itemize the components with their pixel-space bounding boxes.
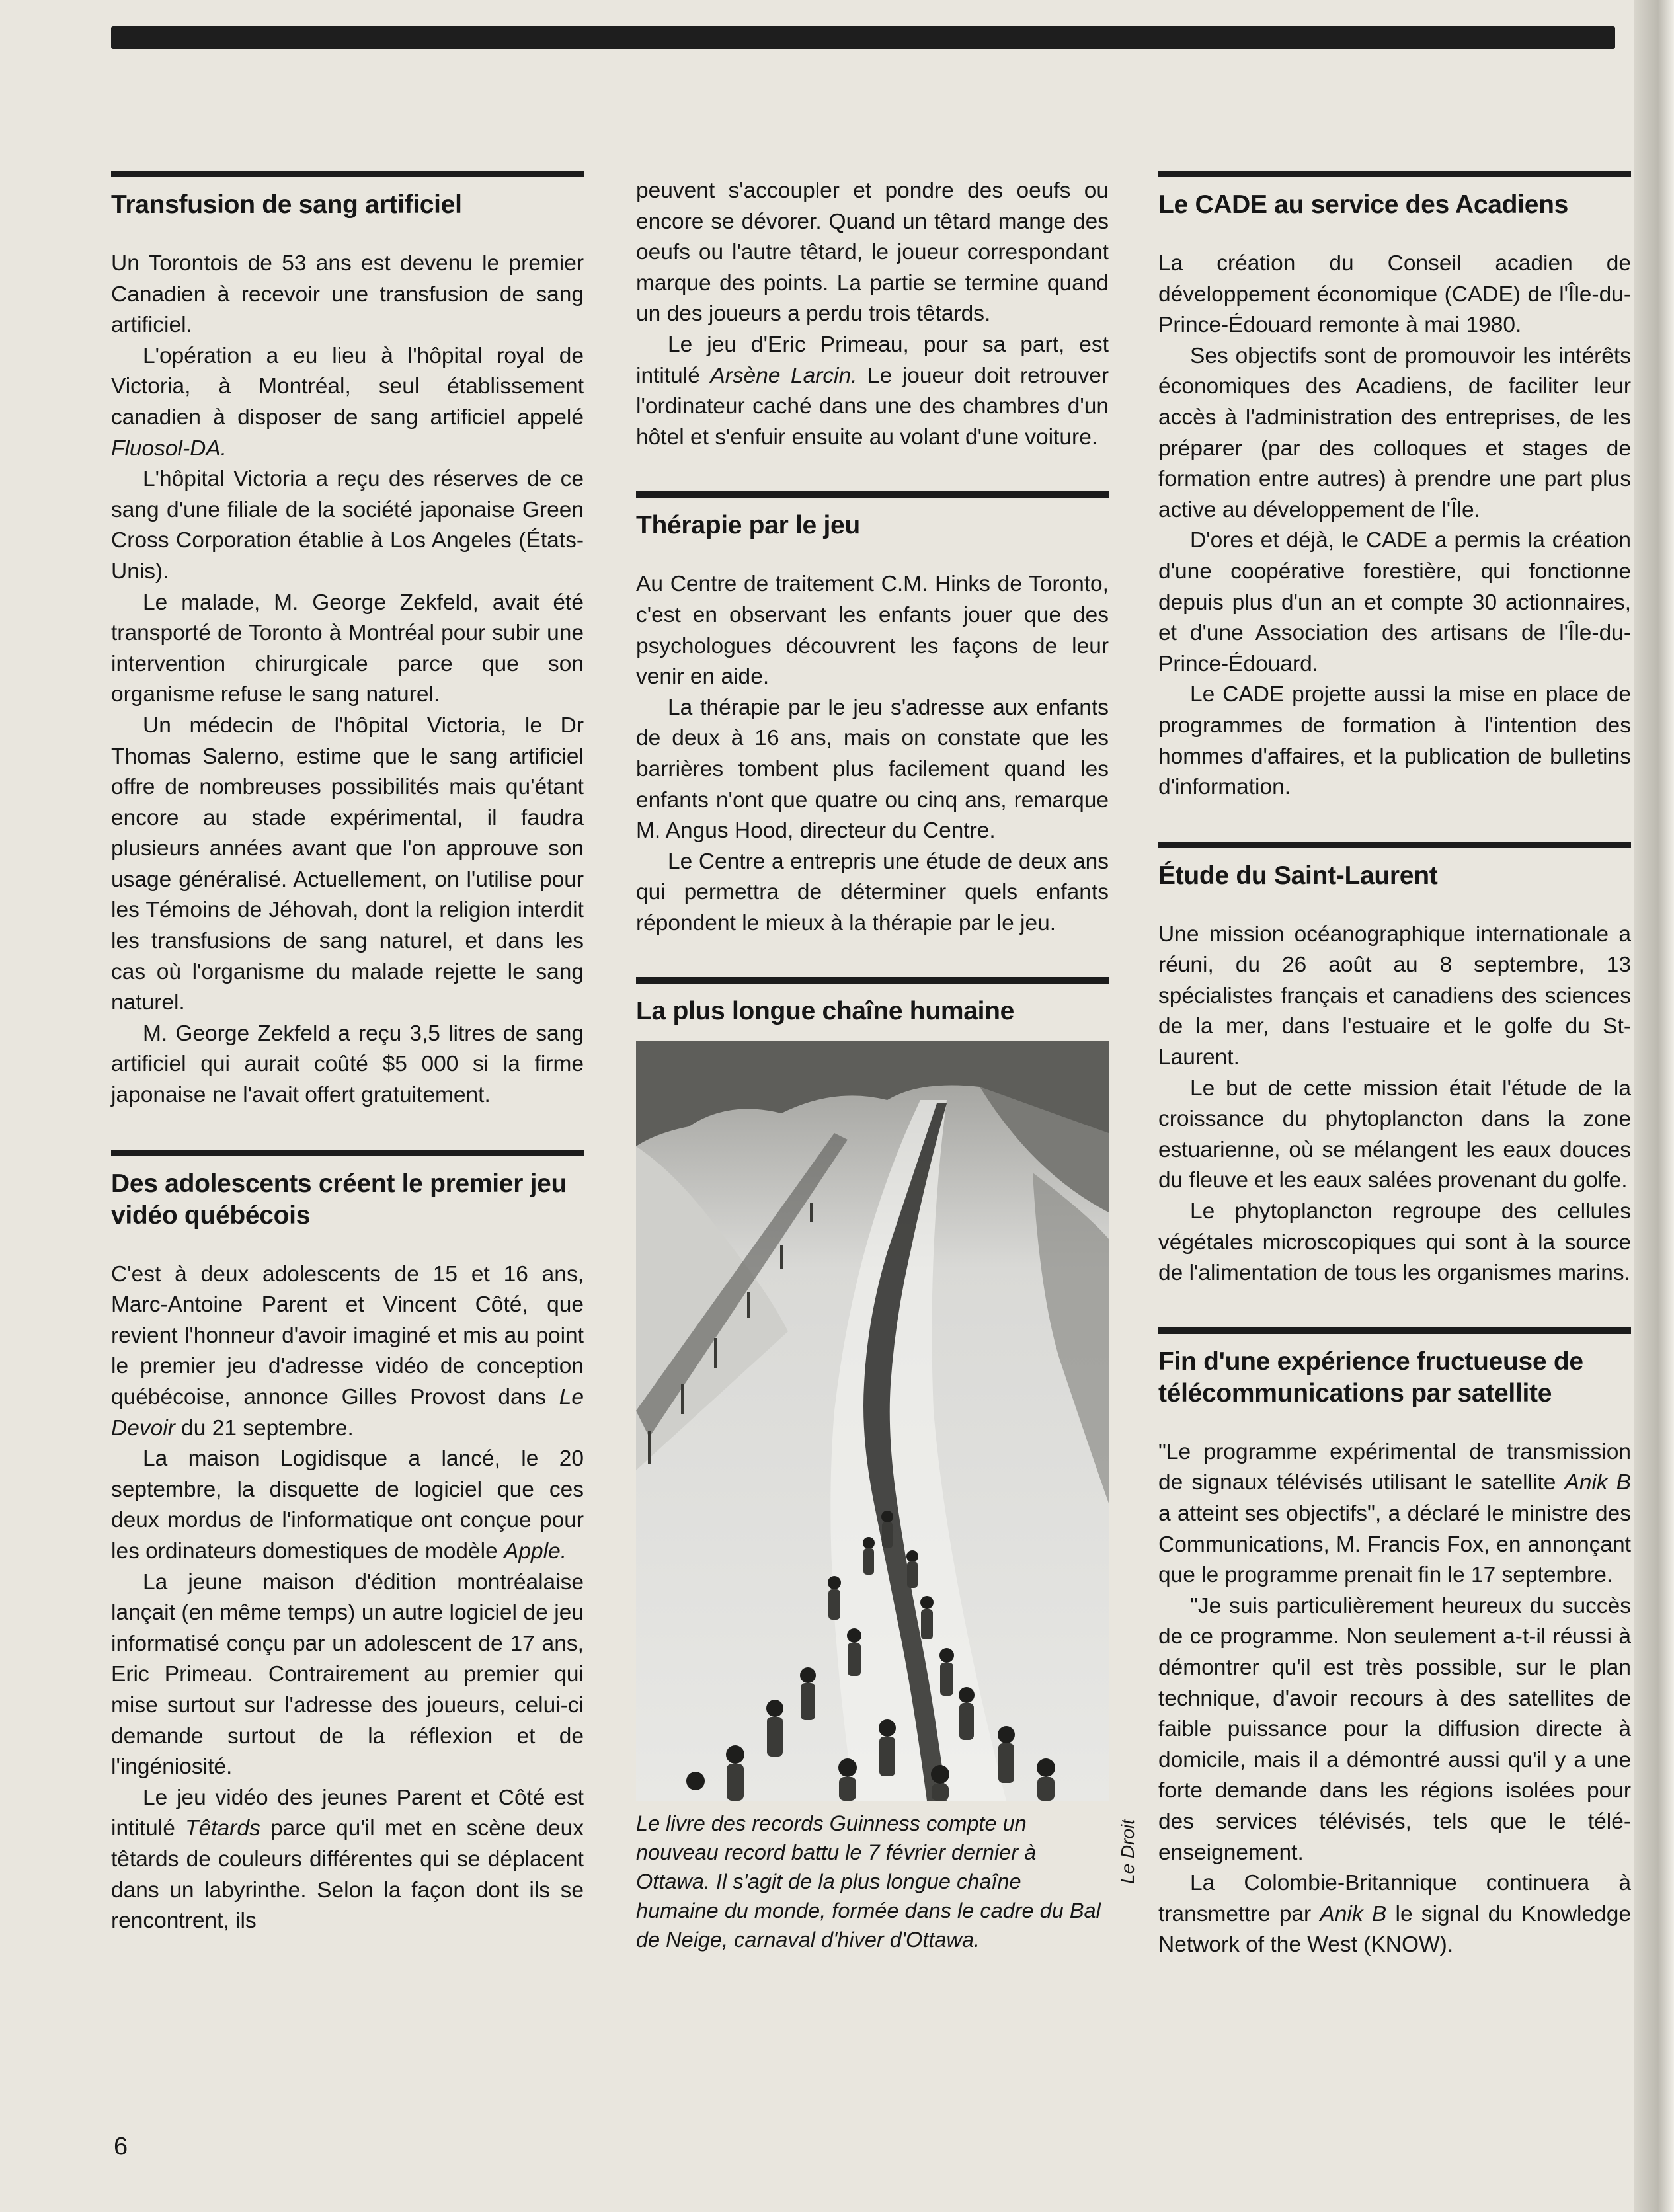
paragraph: "Le programme expérimental de transmission de signaux télévisés utilisant le satellite Anik B a atteint ses objectifs", a déclaré le ministre des Communications, M. Francis Fox, en annonçant que le programme prenait fin le 17 septembre. xyxy=(1158,1439,1632,1588)
paragraph: Un Torontois de 53 ans est devenu le premier Canadien à recevoir une transfusion de sang artificiel. xyxy=(111,251,584,338)
paragraph: Le malade, M. George Zekfeld, avait été transporté de Toronto à Montréal pour subir une intervention chirurgicale parce que son organisme refuse le sang naturel. xyxy=(111,590,584,707)
article-title-satellite: Fin d'une expérience fructueuse de télécommunications par satellite xyxy=(1158,1347,1583,1407)
paragraph: Le CADE projette aussi la mise en place de programmes de formation à l'intention des hommes d'affaires, et la publication de bulletins d'information. xyxy=(1158,682,1631,800)
section-rule xyxy=(1158,842,1631,848)
paragraph: La maison Logidisque a lancé, le 20 septembre, la disquette de logiciel que ces deux mordus de l'informatique ont conçue pour les ordinateurs domestiques de modèle Apple. xyxy=(111,1446,584,1563)
paragraph: D'ores et déjà, le CADE a permis la création d'une coopérative forestière, qui fonctionne depuis plus d'un an et compte 30 actionnaires, et d'une Association des artisans de l'Île-du-Prince-Édouard. xyxy=(1158,528,1631,676)
section-rule xyxy=(111,171,584,177)
article-title-therapie: Thérapie par le jeu xyxy=(636,511,860,540)
section-rule xyxy=(636,491,1109,498)
paragraph: C'est à deux adolescents de 15 et 16 ans, Marc-Antoine Parent et Vincent Côté, que revient l'honneur d'avoir imaginé et mis au point le premier jeu d'adresse vidéo de conception québécoise, annonce Gilles Provost dans Le Devoir du 21 septembre. xyxy=(111,1261,584,1441)
article-title-cade: Le CADE au service des Acadiens xyxy=(1158,190,1569,219)
paragraph: L'opération a eu lieu à l'hôpital royal de Victoria, à Montréal, seul établissement canadien à disposer de sang artificiel appelé Fluosol-DA. xyxy=(111,343,584,461)
article-title-jeu-video: Des adolescents créent le premier jeu vidéo québécois xyxy=(111,1169,567,1230)
paragraph: Le jeu d'Eric Primeau, pour sa part, est intitulé Arsène Larcin. Le joueur doit retrouver l'ordinateur caché dans une des chambres d'un hôtel et s'enfuir ensuite au volant d'une voiture. xyxy=(636,332,1109,450)
paragraph: Ses objectifs sont de promouvoir les intérêts économiques des Acadiens, de faciliter leur accès à l'administration des entreprises, de les préparer (par des colloques et stages de formation entre autres) à prendre une part plus active au développement de l'Île. xyxy=(1158,343,1631,522)
photo-human-chain xyxy=(636,1041,1109,1801)
paragraph: La thérapie par le jeu s'adresse aux enfants de deux à 16 ans, mais on constate que les barrières tombent plus facilement quand les enfants n'ont que quatre ou cinq ans, remarque M. Angus Hood, directeur du Centre. xyxy=(636,695,1109,844)
paragraph: M. George Zekfeld a reçu 3,5 litres de sang artificiel qui aurait coûté $5 000 si la firme japonaise ne l'avait offert gratuitement. xyxy=(111,1021,584,1108)
section-rule xyxy=(1158,1327,1631,1334)
paragraph: La jeune maison d'édition montréalaise lançait (en même temps) un autre logiciel de jeu informatisé conçu par un adolescent de 17 ans, Eric Primeau. Contrairement au premier qui mise surtout sur l'adresse des joueurs, celui-ci demande surtout de la réflexion et de l'ingéniosité. xyxy=(111,1569,584,1780)
paragraph: Le Centre a entrepris une étude de deux ans qui permettra de déterminer quels enfants répondent le mieux à la thérapie par le jeu. xyxy=(636,849,1109,935)
section-rule xyxy=(1158,171,1631,177)
article-title-saint-laurent: Étude du Saint-Laurent xyxy=(1158,861,1438,890)
paragraph: La création du Conseil acadien de développement économique (CADE) de l'Île-du-Prince-Édouard remonte à mai 1980. xyxy=(1158,251,1631,338)
article-title-chaine-humaine: La plus longue chaîne humaine xyxy=(636,997,1015,1026)
paragraph: Une mission océanographique internationale a réuni, du 26 août au 8 septembre, 13 spécialistes français et canadiens des sciences de la mer, dans l'estuaire et le golfe du St-Laurent. xyxy=(1158,922,1631,1070)
header-rule-bar xyxy=(111,26,1615,49)
section-rule xyxy=(111,1150,584,1156)
paragraph: L'hôpital Victoria a reçu des réserves de ce sang d'une filiale de la société japonaise Green Cross Corporation établie à Los Angeles (États-Unis). xyxy=(111,467,584,584)
paragraph: Le phytoplancton regroupe des cellules végétales microscopiques qui sont à la source de l'alimentation de tous les organismes marins. xyxy=(1158,1199,1631,1286)
paragraph: La Colombie-Britannique continuera à transmettre par Anik B le signal du Knowledge Network of the West (KNOW). xyxy=(1158,1871,1631,1957)
paragraph: "Je suis particulièrement heureux du succès de ce programme. Non seulement a-t-il réussi à démontrer qu'il est très possible, sur le plan technique, d'avoir recours à des satellites de faible puissance pour la diffusion directe à domicile, mais il a démontré aussi qu'il y a une forte demande dans les régions isolées pour des services télévisés, tels que le télé-enseignement. xyxy=(1158,1593,1631,1865)
section-rule xyxy=(636,977,1109,984)
paragraph: Au Centre de traitement C.M. Hinks de Toronto, c'est en observant les enfants jouer que des psychologues découvrent les façons de leur venir en aide. xyxy=(636,572,1109,690)
page-number: 6 xyxy=(114,2133,128,2160)
paragraph: Le jeu vidéo des jeunes Parent et Côté est intitulé Têtards parce qu'il met en scène deux têtards de couleurs différentes qui se déplacent dans un labyrinthe. Selon la façon dont ils se rencontrent, ils xyxy=(111,1785,584,1934)
column-1 xyxy=(111,171,584,1937)
photo-human-chain-illustration xyxy=(636,1041,1109,1801)
page-edge-shadow xyxy=(1634,0,1674,2212)
paragraph: Le but de cette mission était l'étude de la croissance du phytoplancton dans la zone estuarienne, où se mélangent les eaux douces du fleuve et les eaux salées provenant du golfe. xyxy=(1158,1076,1631,1193)
article-title-transfusion: Transfusion de sang artificiel xyxy=(111,190,462,219)
column-2 xyxy=(636,171,1109,1954)
paragraph-continued: peuvent s'accoupler et pondre des oeufs ou encore se dévorer. Quand un têtard mange des oeufs ou l'autre têtard, le joueur correspondant marque des points. La partie se termine quand un des joueurs a perdu trois têtards. xyxy=(636,178,1109,327)
photo-credit: Le Droit xyxy=(1117,1819,1138,1884)
photo-caption: Le livre des records Guinness compte un nouveau record battu le 7 février dernier à Ottawa. Il s'agit de la plus longue chaîne humaine du monde, formée dans le cadre du Bal de Neige, carnaval d'hiver d'Ottawa. xyxy=(636,1811,1101,1952)
column-3 xyxy=(1158,171,1631,1961)
paragraph: Un médecin de l'hôpital Victoria, le Dr Thomas Salerno, estime que le sang artificiel offre de nombreuses possibilités mais qu'étant encore au stade expérimental, il faudra plusieurs années avant que l'on approuve son usage généralisé. Actuellement, on l'utilise pour les Témoins de Jéhovah, dont la religion interdit les transfusions de sang naturel, et dans les cas où l'organisme du malade rejette le sang naturel. xyxy=(111,713,584,1015)
